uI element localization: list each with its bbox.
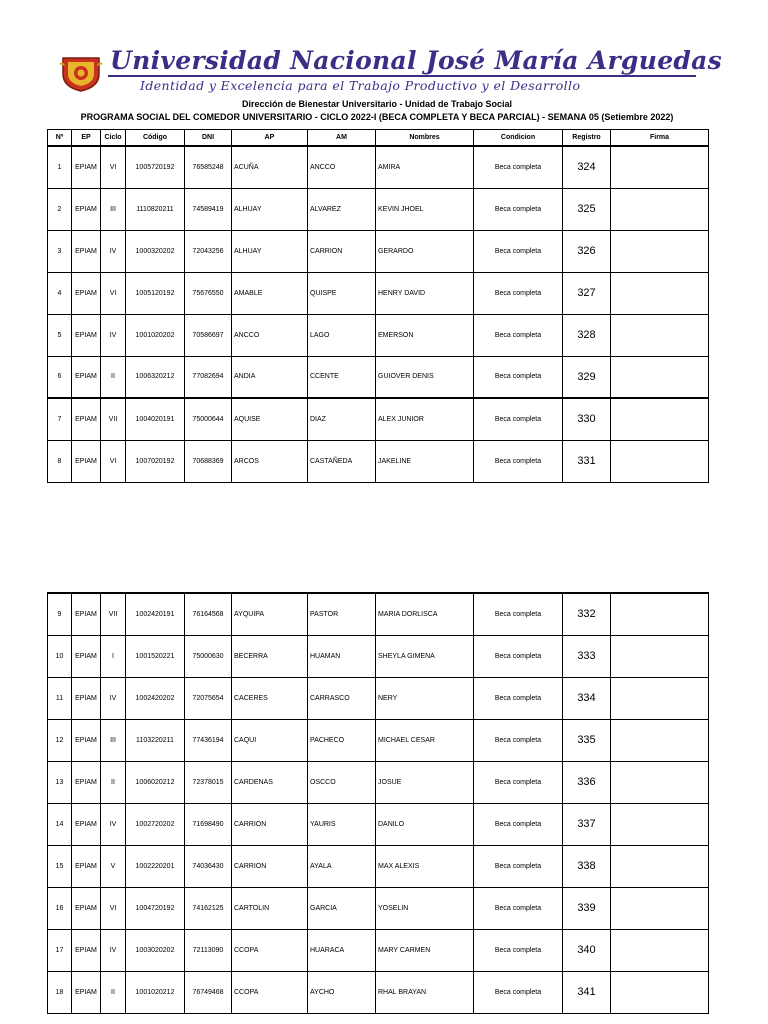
row-number: 12: [48, 719, 72, 761]
cell-dni: 74589419: [185, 188, 232, 230]
cell-codigo: 1001520221: [126, 635, 185, 677]
row-number: 11: [48, 677, 72, 719]
cell-ep: EPIAM: [72, 440, 101, 482]
col-header: DNI: [185, 130, 232, 147]
signature-cell: [611, 677, 709, 719]
cell-condicion: Beca completa: [474, 635, 563, 677]
table-row: [48, 719, 709, 761]
cell-nombres: JAKELINE: [376, 440, 474, 482]
signature-cell: [611, 719, 709, 761]
row-number: 8: [48, 440, 72, 482]
cell-nombres: MAX ALEXIS: [376, 845, 474, 887]
cell-codigo: 1001020202: [126, 314, 185, 356]
document-header: [0, 0, 768, 130]
cell-ep: EPIAM: [72, 929, 101, 971]
cell-registro: 338: [563, 845, 611, 887]
signature-cell: [611, 356, 709, 398]
cell-am: LAGO: [308, 314, 376, 356]
cell-am: HUARACA: [308, 929, 376, 971]
signature-cell: [611, 761, 709, 803]
cell-dni: 76585248: [185, 146, 232, 188]
cell-nombres: MICHAEL CESAR: [376, 719, 474, 761]
cell-registro: 339: [563, 887, 611, 929]
cell-dni: 74036430: [185, 845, 232, 887]
cell-codigo: 1005720192: [126, 146, 185, 188]
row-number: 16: [48, 887, 72, 929]
cell-ciclo: VI: [101, 272, 126, 314]
cell-ap: CCOPA: [232, 929, 308, 971]
signature-cell: [611, 635, 709, 677]
signature-cell: [611, 230, 709, 272]
cell-condicion: Beca completa: [474, 845, 563, 887]
cell-condicion: Beca completa: [474, 719, 563, 761]
row-number: 7: [48, 398, 72, 440]
cell-dni: 74162125: [185, 887, 232, 929]
cell-ciclo: IV: [101, 314, 126, 356]
cell-ap: ALHUAY: [232, 230, 308, 272]
cell-dni: 70688369: [185, 440, 232, 482]
signature-cell: [611, 398, 709, 440]
cell-condicion: Beca completa: [474, 356, 563, 398]
cell-ciclo: IV: [101, 803, 126, 845]
cell-registro: 329: [563, 356, 611, 398]
col-header: Nº: [48, 130, 72, 147]
cell-ep: EPIAM: [72, 719, 101, 761]
cell-ep: EPIAM: [72, 887, 101, 929]
cell-codigo: 1004720192: [126, 887, 185, 929]
cell-ciclo: IV: [101, 929, 126, 971]
col-header: Ciclo: [101, 130, 126, 147]
cell-am: OSCCO: [308, 761, 376, 803]
row-number: 2: [48, 188, 72, 230]
cell-ep: EPIAM: [72, 272, 101, 314]
cell-ciclo: VI: [101, 440, 126, 482]
cell-nombres: NERY: [376, 677, 474, 719]
cell-codigo: 1002720202: [126, 803, 185, 845]
table-row: [48, 272, 709, 314]
table-row: [48, 635, 709, 677]
cell-nombres: AMIRA: [376, 146, 474, 188]
cell-ciclo: VI: [101, 146, 126, 188]
cell-nombres: MARY CARMEN: [376, 929, 474, 971]
col-header: EP: [72, 130, 101, 147]
cell-nombres: MARIA DORLISCA: [376, 593, 474, 635]
cell-ap: CCOPA: [232, 971, 308, 1013]
cell-ap: ALHUAY: [232, 188, 308, 230]
title-underline: [108, 75, 696, 77]
cell-condicion: Beca completa: [474, 971, 563, 1013]
cell-ap: CARDENAS: [232, 761, 308, 803]
cell-codigo: 1103220211: [126, 719, 185, 761]
cell-dni: 72075654: [185, 677, 232, 719]
cell-ciclo: II: [101, 761, 126, 803]
table-row: [48, 803, 709, 845]
cell-registro: 328: [563, 314, 611, 356]
cell-ap: ARCOS: [232, 440, 308, 482]
cell-am: PASTOR: [308, 593, 376, 635]
cell-registro: 337: [563, 803, 611, 845]
cell-registro: 325: [563, 188, 611, 230]
cell-registro: 336: [563, 761, 611, 803]
cell-ap: CACERES: [232, 677, 308, 719]
table-row: [48, 314, 709, 356]
cell-ep: EPIAM: [72, 356, 101, 398]
cell-condicion: Beca completa: [474, 230, 563, 272]
cell-registro: 340: [563, 929, 611, 971]
table-row: [48, 593, 709, 635]
cell-registro: 326: [563, 230, 611, 272]
col-header: AM: [308, 130, 376, 147]
cell-am: ALVAREZ: [308, 188, 376, 230]
cell-dni: 71698490: [185, 803, 232, 845]
cell-ap: CARRION: [232, 803, 308, 845]
cell-dni: 70586697: [185, 314, 232, 356]
cell-nombres: HENRY DAVID: [376, 272, 474, 314]
signature-cell: [611, 272, 709, 314]
row-number: 10: [48, 635, 72, 677]
cell-dni: 72113090: [185, 929, 232, 971]
signature-cell: [611, 887, 709, 929]
table-row: [48, 188, 709, 230]
col-header: Nombres: [376, 130, 474, 147]
cell-nombres: ALEX JUNIOR: [376, 398, 474, 440]
department-title: Dirección de Bienestar Universitario - Unidad de Trabajo Social: [241, 99, 513, 109]
cell-am: YAURIS: [308, 803, 376, 845]
signature-cell: [611, 803, 709, 845]
cell-ciclo: IV: [101, 230, 126, 272]
cell-ep: EPIAM: [72, 230, 101, 272]
cell-ep: EPIAM: [72, 398, 101, 440]
cell-ep: EPIAM: [72, 593, 101, 635]
cell-ap: CARRION: [232, 845, 308, 887]
cell-codigo: 1110820211: [126, 188, 185, 230]
cell-nombres: RHAL BRAYAN: [376, 971, 474, 1013]
university-seal-icon: [59, 54, 103, 92]
cell-registro: 332: [563, 593, 611, 635]
cell-ep: EPIAM: [72, 146, 101, 188]
signature-cell: [611, 314, 709, 356]
cell-codigo: 1000320202: [126, 230, 185, 272]
table-row: [48, 146, 709, 188]
row-number: 15: [48, 845, 72, 887]
cell-nombres: DANILO: [376, 803, 474, 845]
cell-am: CARRION: [308, 230, 376, 272]
cell-condicion: Beca completa: [474, 929, 563, 971]
cell-ciclo: VI: [101, 887, 126, 929]
cell-codigo: 1003020202: [126, 929, 185, 971]
cell-ap: CAQUI: [232, 719, 308, 761]
university-motto: Identidad y Excelencia para el Trabajo Productivo y el Desarrollo: [140, 78, 581, 93]
table-row: [48, 440, 709, 482]
table-row: [48, 887, 709, 929]
cell-registro: 341: [563, 971, 611, 1013]
col-header: Condicion: [474, 130, 563, 147]
cell-ciclo: V: [101, 845, 126, 887]
cell-am: AYCHO: [308, 971, 376, 1013]
row-number: 1: [48, 146, 72, 188]
table-row: [48, 398, 709, 440]
cell-registro: 333: [563, 635, 611, 677]
table-row: [48, 929, 709, 971]
table-row: [48, 845, 709, 887]
roster-table-2: [47, 592, 709, 1014]
cell-registro: 335: [563, 719, 611, 761]
cell-condicion: Beca completa: [474, 272, 563, 314]
cell-condicion: Beca completa: [474, 146, 563, 188]
cell-condicion: Beca completa: [474, 440, 563, 482]
cell-ciclo: IV: [101, 677, 126, 719]
cell-ciclo: VII: [101, 593, 126, 635]
col-header: Código: [126, 130, 185, 147]
row-number: 6: [48, 356, 72, 398]
cell-am: PACHECO: [308, 719, 376, 761]
col-header: Registro: [563, 130, 611, 147]
cell-codigo: 1007020192: [126, 440, 185, 482]
cell-am: QUISPE: [308, 272, 376, 314]
table-row: [48, 356, 709, 398]
row-number: 5: [48, 314, 72, 356]
cell-am: CARRASCO: [308, 677, 376, 719]
signature-cell: [611, 146, 709, 188]
cell-am: CASTAÑEDA: [308, 440, 376, 482]
cell-condicion: Beca completa: [474, 314, 563, 356]
cell-ep: EPIAM: [72, 314, 101, 356]
cell-condicion: Beca completa: [474, 593, 563, 635]
cell-registro: 324: [563, 146, 611, 188]
cell-nombres: SHEYLA GIMENA: [376, 635, 474, 677]
row-number: 4: [48, 272, 72, 314]
cell-ap: AMABLE: [232, 272, 308, 314]
cell-codigo: 1006020212: [126, 761, 185, 803]
cell-ciclo: II: [101, 356, 126, 398]
cell-codigo: 1001020212: [126, 971, 185, 1013]
cell-codigo: 1004020191: [126, 398, 185, 440]
cell-ep: EPIAM: [72, 971, 101, 1013]
cell-nombres: KEVIN JHOEL: [376, 188, 474, 230]
cell-ap: CARTOLIN: [232, 887, 308, 929]
cell-ap: AYQUIPA: [232, 593, 308, 635]
cell-ap: AQUISE: [232, 398, 308, 440]
row-number: 17: [48, 929, 72, 971]
signature-cell: [611, 929, 709, 971]
cell-condicion: Beca completa: [474, 887, 563, 929]
row-number: 14: [48, 803, 72, 845]
table-row: [48, 761, 709, 803]
cell-condicion: Beca completa: [474, 188, 563, 230]
cell-condicion: Beca completa: [474, 803, 563, 845]
cell-condicion: Beca completa: [474, 398, 563, 440]
cell-ap: BECERRA: [232, 635, 308, 677]
table-header-row: [48, 130, 709, 147]
cell-registro: 327: [563, 272, 611, 314]
cell-ep: EPIAM: [72, 635, 101, 677]
cell-am: HUAMAN: [308, 635, 376, 677]
cell-dni: 72043256: [185, 230, 232, 272]
col-header: Firma: [611, 130, 709, 147]
cell-nombres: YOSELIN: [376, 887, 474, 929]
cell-ciclo: III: [101, 188, 126, 230]
cell-dni: 76164568: [185, 593, 232, 635]
cell-ep: EPIAM: [72, 677, 101, 719]
cell-ciclo: I: [101, 635, 126, 677]
cell-am: ANCCO: [308, 146, 376, 188]
cell-dni: 77436194: [185, 719, 232, 761]
signature-cell: [611, 440, 709, 482]
cell-dni: 75000644: [185, 398, 232, 440]
table-row: [48, 677, 709, 719]
cell-nombres: JOSUE: [376, 761, 474, 803]
cell-dni: 75000630: [185, 635, 232, 677]
signature-cell: [611, 845, 709, 887]
cell-ciclo: II: [101, 971, 126, 1013]
cell-ap: ANCCO: [232, 314, 308, 356]
cell-ciclo: VII: [101, 398, 126, 440]
cell-codigo: 1006320212: [126, 356, 185, 398]
university-name: Universidad Nacional José María Arguedas: [110, 46, 723, 75]
cell-ep: EPIAM: [72, 188, 101, 230]
cell-codigo: 1002420202: [126, 677, 185, 719]
cell-nombres: EMERSON: [376, 314, 474, 356]
cell-ep: EPIAM: [72, 761, 101, 803]
col-header: AP: [232, 130, 308, 147]
cell-ep: EPIAM: [72, 803, 101, 845]
row-number: 3: [48, 230, 72, 272]
row-number: 18: [48, 971, 72, 1013]
cell-dni: 75676550: [185, 272, 232, 314]
signature-cell: [611, 971, 709, 1013]
cell-ciclo: III: [101, 719, 126, 761]
cell-ep: EPIAM: [72, 845, 101, 887]
row-number: 13: [48, 761, 72, 803]
row-number: 9: [48, 593, 72, 635]
cell-registro: 331: [563, 440, 611, 482]
cell-dni: 77082694: [185, 356, 232, 398]
cell-am: GARCIA: [308, 887, 376, 929]
cell-dni: 72378015: [185, 761, 232, 803]
cell-registro: 334: [563, 677, 611, 719]
cell-codigo: 1002220201: [126, 845, 185, 887]
cell-codigo: 1002420191: [126, 593, 185, 635]
cell-ap: ACUÑA: [232, 146, 308, 188]
cell-am: DIAZ: [308, 398, 376, 440]
cell-dni: 76749468: [185, 971, 232, 1013]
cell-condicion: Beca completa: [474, 677, 563, 719]
table-row: [48, 971, 709, 1013]
table-row: [48, 230, 709, 272]
signature-cell: [611, 593, 709, 635]
cell-nombres: GUIOVER DENIS: [376, 356, 474, 398]
roster-table-1: [47, 129, 709, 483]
program-title: PROGRAMA SOCIAL DEL COMEDOR UNIVERSITARIO - CICLO 2022-I (BECA COMPLETA Y BECA PARCIAL) - SEMANA 05 (Setiembre 2022): [80, 112, 674, 122]
cell-codigo: 1005120192: [126, 272, 185, 314]
cell-am: AYALA: [308, 845, 376, 887]
cell-registro: 330: [563, 398, 611, 440]
cell-nombres: GERARDO: [376, 230, 474, 272]
cell-condicion: Beca completa: [474, 761, 563, 803]
cell-am: CCENTE: [308, 356, 376, 398]
signature-cell: [611, 188, 709, 230]
cell-ap: ANDIA: [232, 356, 308, 398]
